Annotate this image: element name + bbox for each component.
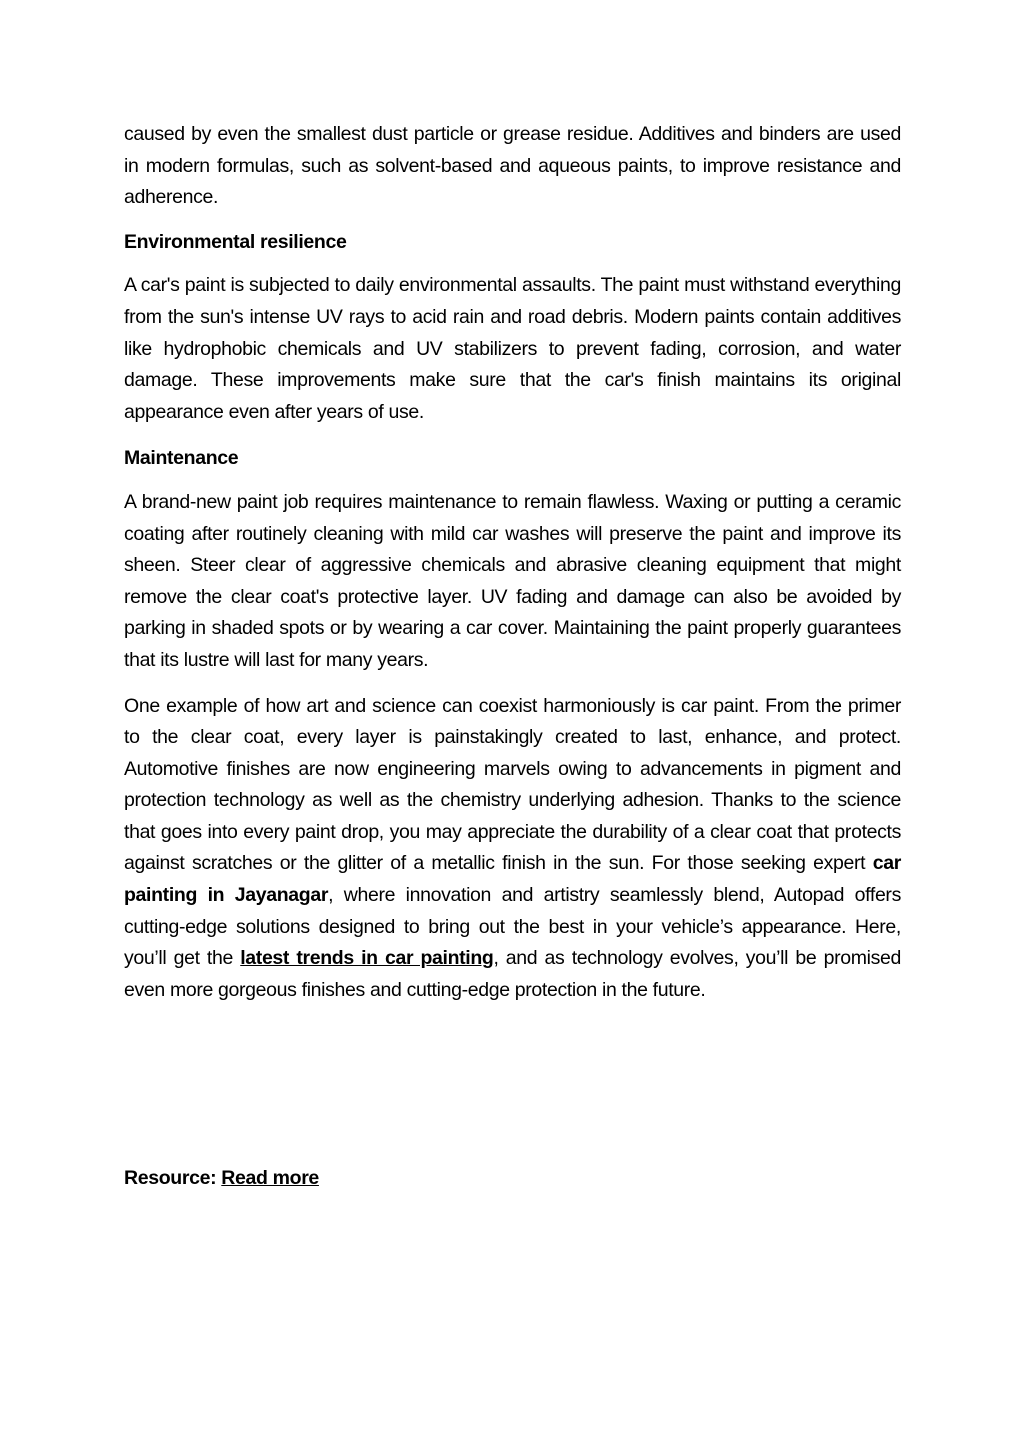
intro-paragraph: caused by even the smallest dust particle or grease residue. Additives and binders are used in modern formulas, such as solvent-based and aqueous paints, to improve resistance and adherence. [124,123,901,209]
conclusion-text-3: , and as technology evolves, you’ll be promised even more gorgeous finishes and cutting-edge protection in the future. [124,947,902,1001]
document-page [124,119,901,1006]
maintenance-paragraph: A brand-new paint job requires maintenance to remain flawless. Waxing or putting a ceramic coating after routinely cleaning with mild car washes will preserve the paint and improve its sheen. Steer clear of aggressive chemicals and abrasive cleaning equipment that might remove the clear coat's protective layer. UV fading and damage can also be avoided by parking in shaded spots or by wearing a car cover. Maintaining the paint properly guarantees that its lustre will last for many years. [124,490,901,671]
resource-label: Resource: [124,1167,222,1189]
car-painting-jayanagar-bold: car painting in Jayanagar [124,852,901,907]
resource-line [124,1163,319,1195]
environmental-resilience-paragraph: A car's paint is subjected to daily environmental assaults. The paint must withstand everything from the sun's intense UV rays to acid rain and road debris. Modern paints contain additives like hydrophobic chemicals and UV stabilizers to prevent fading, corrosion, and water damage. These improvements make sure that the car's finish maintains its original appearance even after years of use. [124,274,901,423]
read-more-link[interactable]: Read more [221,1167,319,1189]
conclusion-paragraph [124,691,901,1007]
environmental-resilience-heading: Environmental resilience [124,230,347,253]
latest-trends-link[interactable]: latest trends in car painting [240,947,494,970]
maintenance-heading: Maintenance [124,447,239,470]
conclusion-text-2: , where innovation and artistry seamlessly blend, Autopad offers cutting-edge solutions designed to bring out the best in your vehicle’s appearance. Here, you’ll get the [124,884,901,970]
conclusion-text-1: One example of how art and science can coexist harmoniously is car paint. From the primer to the clear coat, every layer is painstakingly created to last, enhance, and protect. Automotive finishes are now engineering marvels owing to advancements in pigment and protection technology as well as the chemistry underlying adhesion. Thanks to the science that goes into every paint drop, you may appreciate the durability of a clear coat that protects against scratches or the glitter of a metallic finish in the sun. For those seeking expert [124,694,901,875]
